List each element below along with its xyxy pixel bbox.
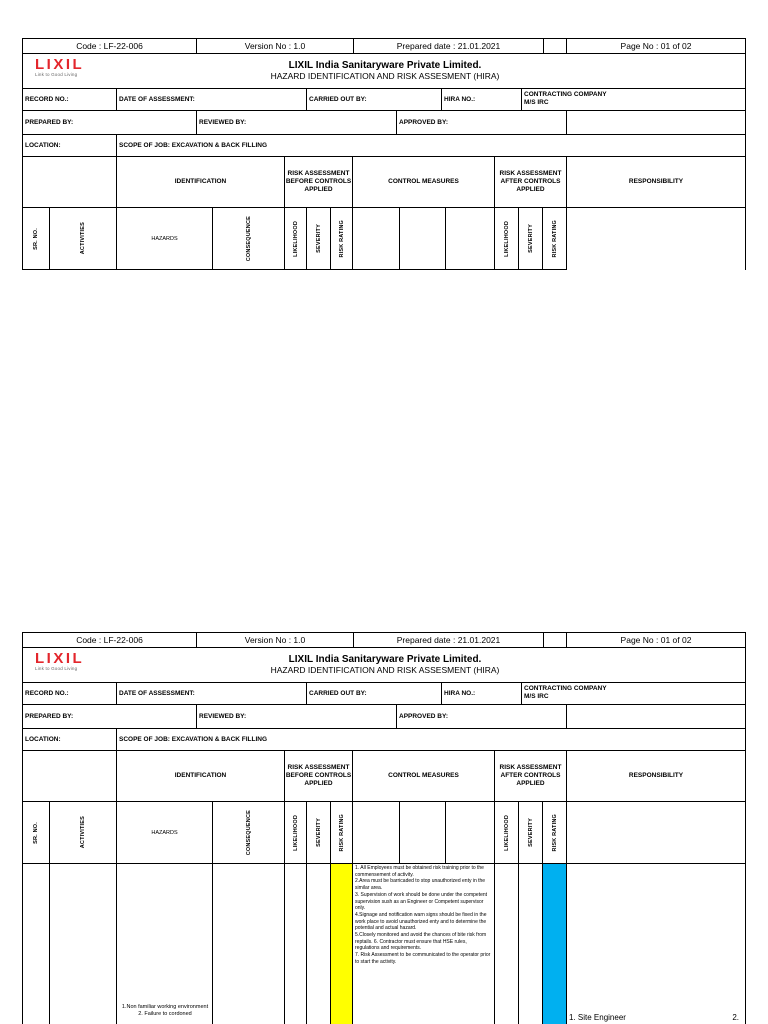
contracting-company-label: CONTRACTING COMPANY [524,685,607,692]
title-block [22,54,746,89]
approvals-row [22,111,746,135]
identification-header: IDENTIFICATION [117,751,285,802]
record-row [22,89,746,111]
col-risk-rating [331,802,353,864]
doc-version: Version No : 1.0 [197,632,354,648]
company-name: LIXIL India Sanitaryware Private Limited. [288,654,482,665]
approvals-row [22,705,746,729]
col-hazards: HAZARDS [117,208,213,270]
reviewed-by-label: REVIEWED BY: [197,111,397,135]
doc-code: Code : LF-22-006 [22,632,197,648]
col-sr-no [22,802,50,864]
table-row [22,864,746,1024]
col-risk-rating [331,208,353,270]
after-risk-rating-text: RISK RATING [551,813,558,852]
title-row [22,54,746,89]
hira-no-label: HIRA NO.: [442,683,522,705]
record-no-label: RECORD NO.: [22,89,117,111]
row1-control-measures: 1. All Employees must be obtained risk training prior to the commensement of activity. 2.Area must be barricaded to stop unauthorized enty in the similar area. 3. Supervision of work should be done under the competent supervision sush as an Engineer or Competent supervisor only. 4.Signage and notification warn signs should be fixed in the work place to avoid unauthorized enty and to determine the potential and actual hazard. 5.Closely monitored and avoid the chances of bite risk from reptails. 6. Contractor must ensure that HSE rules, regulations and requirements. 7. Risk Assessment to be communicated to the operator prior to start the activity. [353,864,495,1024]
row1-risk-rating [331,864,353,1024]
risk-rating-text: RISK RATING [338,813,345,852]
scope-of-job: SCOPE OF JOB: EXCAVATION & BACK FILLING [117,135,746,157]
row1-after-severity [519,864,543,1024]
responsibility-header: RESPONSIBILITY [567,157,746,208]
col-after-risk-rating [543,802,567,864]
col-likelihood [285,208,307,270]
col-control-1 [353,802,400,864]
risk-before-header: RISK ASSESSMENT BEFORE CONTROLS APPLIED [285,751,353,802]
col-responsibility [567,208,746,270]
logo-wordmark: LIXIL [35,650,85,667]
doc-header-row [22,38,746,54]
row1-after-risk-rating [543,864,567,1024]
section-blank [22,157,117,208]
doc-header-spacer [544,38,567,54]
risk-after-header: RISK ASSESSMENT AFTER CONTROLS APPLIED [495,157,567,208]
title-block [22,648,746,683]
col-after-severity [519,802,543,864]
doc-page-no: Page No : 01 of 02 [567,632,746,648]
row1-severity [307,864,331,1024]
control-measures-header: CONTROL MEASURES [353,157,495,208]
doc-header-row [22,632,746,648]
contractor-name: M/S IRC [524,99,549,106]
col-hazards: HAZARDS [117,802,213,864]
approvals-blank [567,705,746,729]
section-header-row [22,157,746,208]
date-of-assessment-label: DATE OF ASSESSMENT: [117,89,307,111]
doc-version: Version No : 1.0 [197,38,354,54]
doc-code: Code : LF-22-006 [22,38,197,54]
record-no-label: RECORD NO.: [22,683,117,705]
col-sr-no [22,208,50,270]
risk-after-header: RISK ASSESSMENT AFTER CONTROLS APPLIED [495,751,567,802]
consequence-text: CONSEQUENCE [245,809,252,856]
activities-text: ACTIVITIES [80,222,86,255]
contractor-name: M/S IRC [524,693,549,700]
row1-sr-no [22,864,50,1024]
approved-by-label: APPROVED BY: [397,111,567,135]
severity-text: SEVERITY [315,224,322,253]
row1-likelihood [285,864,307,1024]
doc-header-spacer [544,632,567,648]
approved-by-label: APPROVED BY: [397,705,567,729]
col-control-3 [446,208,495,270]
col-after-risk-rating [543,208,567,270]
col-consequence [213,802,285,864]
col-control-3 [446,802,495,864]
responsibility-header: RESPONSIBILITY [567,751,746,802]
title-row [22,648,746,683]
row1-hazards-cell [117,864,213,1024]
consequence-text: CONSEQUENCE [245,215,252,262]
after-likelihood-text: LIKELIHOOD [503,220,510,257]
date-of-assessment-label: DATE OF ASSESSMENT: [117,683,307,705]
after-risk-rating-text: RISK RATING [551,219,558,258]
col-control-1 [353,208,400,270]
section-header-row [22,751,746,802]
row1-activity [50,864,117,1024]
sr-no-text: SR. NO. [33,227,39,250]
doc-page-no: Page No : 01 of 02 [567,38,746,54]
col-consequence [213,208,285,270]
prepared-by-label: PREPARED BY: [22,111,197,135]
location-label: LOCATION: [22,729,117,751]
approvals-blank [567,111,746,135]
row1-hazards: 1.Non familiar working environment 2. Failure to cordoned [121,1004,209,1017]
responsibility-item-2: 2. [732,1013,739,1022]
likelihood-text: LIKELIHOOD [292,814,299,851]
logo-tagline: Link to Good Living [35,666,78,671]
likelihood-text: LIKELIHOOD [292,220,299,257]
carried-out-by-label: CARRIED OUT BY: [307,89,442,111]
document-subtitle: HAZARD IDENTIFICATION AND RISK ASSESMENT (HIRA) [270,665,500,675]
col-severity [307,208,331,270]
col-after-likelihood [495,208,519,270]
col-activities [50,208,117,270]
logo-wordmark: LIXIL [35,56,85,73]
col-after-likelihood [495,802,519,864]
logo-tagline: Link to Good Living [35,72,78,77]
identification-header: IDENTIFICATION [117,157,285,208]
after-likelihood-text: LIKELIHOOD [503,814,510,851]
column-header-row [22,208,746,270]
col-severity [307,802,331,864]
col-control-2 [400,208,446,270]
hira-sheet-2 [22,632,746,1024]
contracting-company-cell [522,683,746,705]
reviewed-by-label: REVIEWED BY: [197,705,397,729]
responsibility-site-engineer: 1. Site Engineer [569,1013,626,1022]
after-severity-text: SEVERITY [527,224,534,253]
row1-after-likelihood [495,864,519,1024]
col-likelihood [285,802,307,864]
risk-rating-text: RISK RATING [338,219,345,258]
col-responsibility [567,802,746,864]
location-row [22,729,746,751]
scope-of-job: SCOPE OF JOB: EXCAVATION & BACK FILLING [117,729,746,751]
after-severity-text: SEVERITY [527,818,534,847]
col-activities [50,802,117,864]
row1-consequence [213,864,285,1024]
section-blank [22,751,117,802]
risk-before-header: RISK ASSESSMENT BEFORE CONTROLS APPLIED [285,157,353,208]
title-text [23,654,746,675]
control-measures-header: CONTROL MEASURES [353,751,495,802]
row1-responsibility [567,864,746,1024]
contracting-company-label: CONTRACTING COMPANY [524,91,607,98]
activities-text: ACTIVITIES [80,816,86,849]
hira-sheet-1 [22,38,746,270]
col-control-2 [400,802,446,864]
doc-prepared-date: Prepared date : 21.01.2021 [354,38,544,54]
document-subtitle: HAZARD IDENTIFICATION AND RISK ASSESMENT (HIRA) [270,71,500,81]
severity-text: SEVERITY [315,818,322,847]
carried-out-by-label: CARRIED OUT BY: [307,683,442,705]
location-label: LOCATION: [22,135,117,157]
hira-no-label: HIRA NO.: [442,89,522,111]
location-row [22,135,746,157]
record-row [22,683,746,705]
doc-prepared-date: Prepared date : 21.01.2021 [354,632,544,648]
prepared-by-label: PREPARED BY: [22,705,197,729]
col-after-severity [519,208,543,270]
title-text [23,60,746,81]
column-header-row [22,802,746,864]
contracting-company-cell [522,89,746,111]
sr-no-text: SR. NO. [33,821,39,844]
company-name: LIXIL India Sanitaryware Private Limited. [288,60,482,71]
